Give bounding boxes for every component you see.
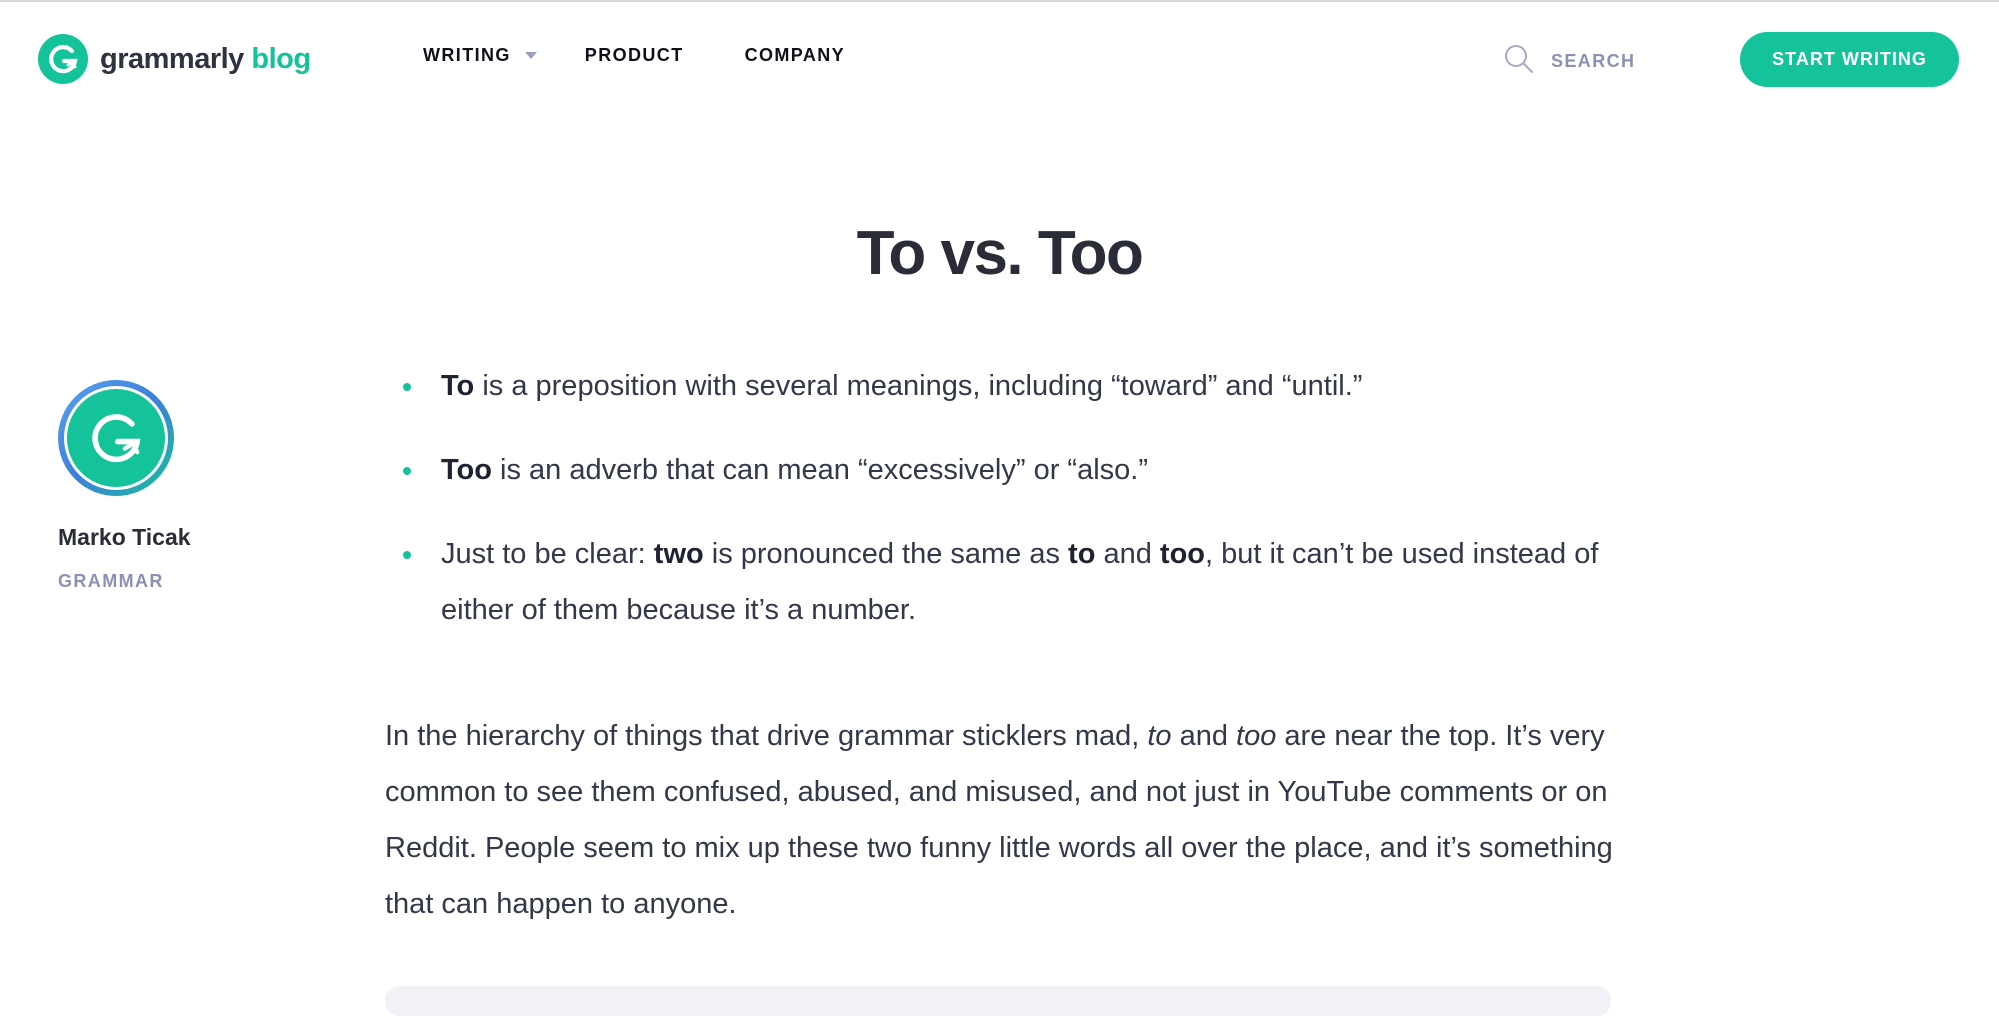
site-header xyxy=(0,2,1999,112)
article-title: To vs. Too xyxy=(856,219,1143,288)
start-writing-button[interactable]: START WRITING xyxy=(1740,32,1959,87)
list-item xyxy=(385,442,1625,498)
term-to-italic: to xyxy=(1147,720,1172,752)
author-card xyxy=(58,380,278,592)
author-name[interactable]: Marko Ticak xyxy=(58,524,191,550)
summary-list xyxy=(385,358,1625,666)
summary-text: and xyxy=(1095,538,1160,570)
nav-product[interactable]: PRODUCT xyxy=(584,45,684,65)
grammarly-g-icon xyxy=(38,34,88,84)
logo-word-grammarly: grammarly xyxy=(100,42,244,75)
term-too: too xyxy=(1159,538,1206,570)
author-avatar[interactable] xyxy=(58,380,174,496)
callout-box xyxy=(385,986,1611,1016)
summary-text: , but it can’t be used instead of either of them because it’s a number. xyxy=(441,538,1599,626)
nav-writing[interactable] xyxy=(423,45,537,66)
nav-company[interactable]: COMPANY xyxy=(744,45,846,65)
grammarly-g-avatar-icon xyxy=(67,389,165,487)
logo-wordmark xyxy=(100,43,311,76)
nav-writing-label: WRITING xyxy=(423,45,511,65)
paragraph-text: and xyxy=(1171,720,1237,752)
paragraph-text: In the hierarchy of things that drive grammar sticklers mad, xyxy=(385,720,1148,752)
logo-word-blog: blog xyxy=(251,42,311,75)
term-to: to xyxy=(1068,538,1096,570)
category-link[interactable]: GRAMMAR xyxy=(58,571,164,591)
search-icon xyxy=(1503,43,1535,80)
list-item xyxy=(385,358,1625,414)
summary-text: is a preposition with several meanings, including “toward” and “until.” xyxy=(474,370,1363,402)
search-label: SEARCH xyxy=(1551,51,1636,71)
summary-text: is pronounced the same as xyxy=(703,538,1069,570)
chevron-down-icon xyxy=(525,52,537,59)
term-to: To xyxy=(441,370,475,402)
paragraph-text: are near the top. It’s very common to see them confused, abused, and misused, and not just in YouTube comments or on Reddit. People seem to mix up these two funny little words all over the place, and it’s something that can happen to anyone. xyxy=(385,720,1613,920)
summary-text: Just to be clear: xyxy=(441,538,654,570)
list-item xyxy=(385,526,1625,638)
term-too-italic: too xyxy=(1236,720,1277,752)
main-nav xyxy=(423,45,845,66)
intro-paragraph xyxy=(385,708,1625,932)
search-button[interactable] xyxy=(1503,43,1635,80)
term-too: Too xyxy=(441,454,492,486)
term-two: two xyxy=(653,538,704,570)
grammarly-blog-logo[interactable] xyxy=(38,33,311,85)
summary-text: is an adverb that can mean “excessively” or “also.” xyxy=(492,454,1148,486)
